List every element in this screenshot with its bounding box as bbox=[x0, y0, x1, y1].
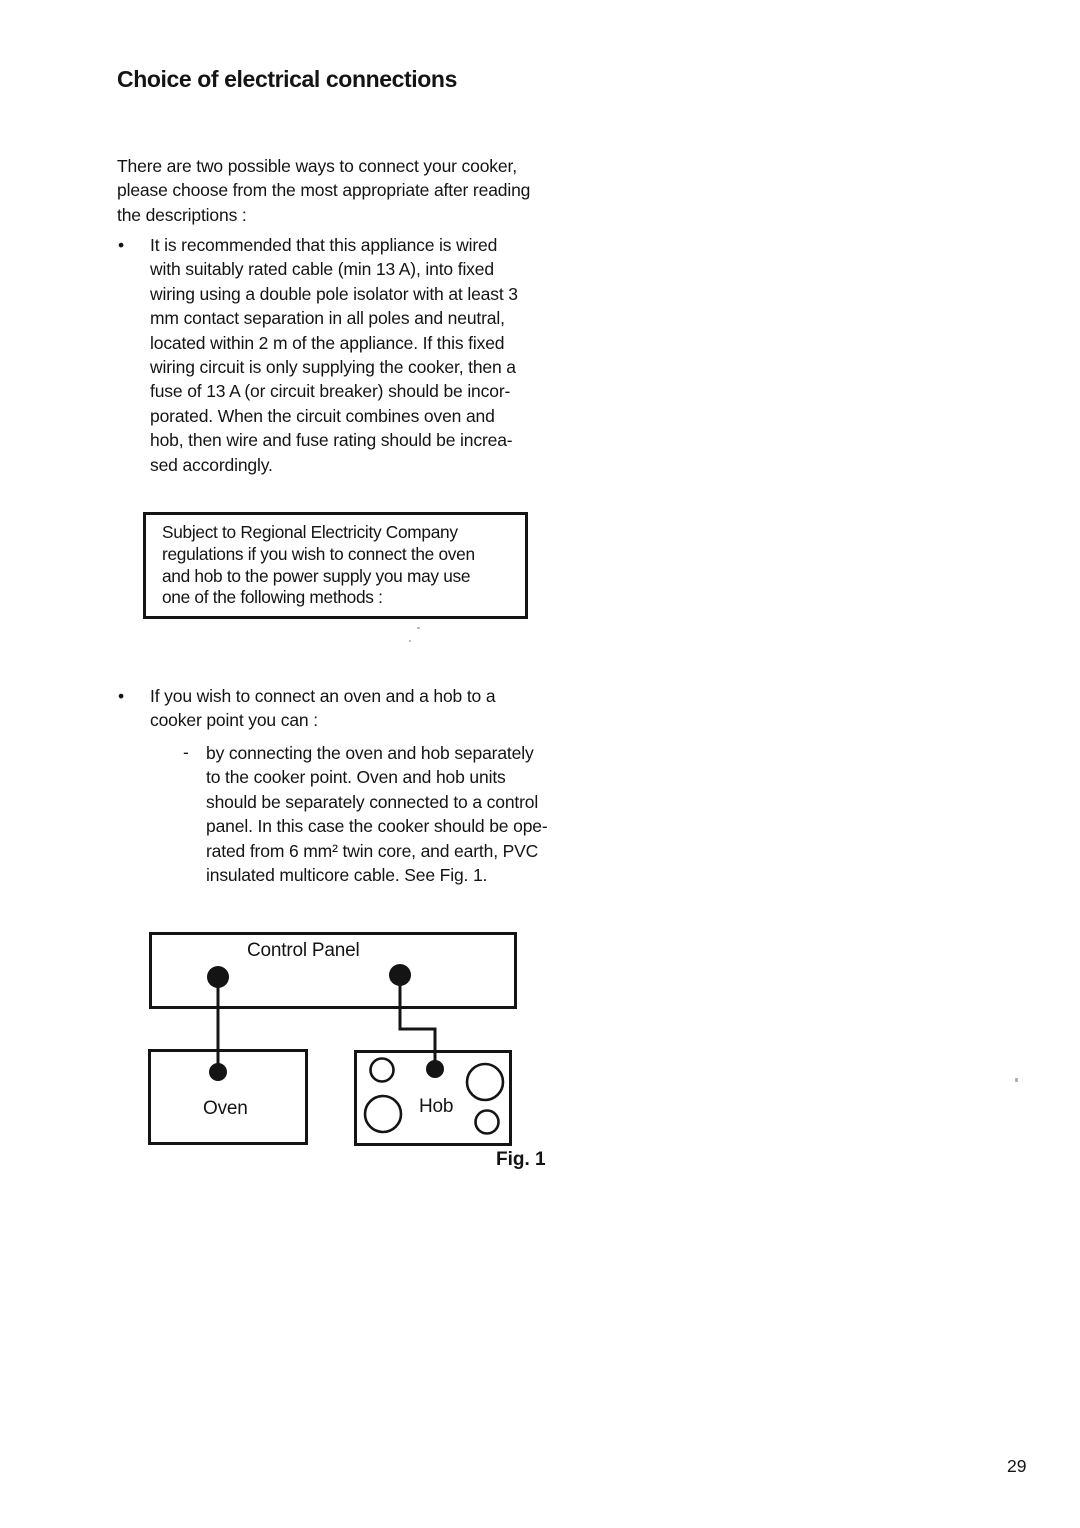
control-panel-terminal-dot bbox=[207, 966, 229, 988]
bullet-line: porated. When the circuit combines oven and bbox=[150, 405, 495, 426]
note-line: Subject to Regional Electricity Company bbox=[162, 522, 458, 542]
bullet-item-cooker-point bbox=[150, 684, 495, 733]
scan-speck bbox=[417, 627, 420, 629]
bullet-line: It is recommended that this appliance is wired bbox=[150, 235, 498, 255]
control-panel-label: Control Panel bbox=[247, 940, 360, 961]
hob-connector-line bbox=[400, 975, 435, 1069]
hob-terminal-dot bbox=[426, 1060, 444, 1078]
bullet-marker: • bbox=[118, 235, 124, 255]
burner-ring-small bbox=[371, 1059, 394, 1082]
bullet-line: If you wish to connect an oven and a hob to a bbox=[150, 686, 496, 706]
note-line: one of the following methods : bbox=[162, 587, 383, 608]
sub-item-line: panel. In this case the cooker should be ope- bbox=[206, 816, 548, 837]
bullet-line: mm contact separation in all poles and neutral, bbox=[150, 308, 505, 329]
bullet-line: wiring using a double pole isolator with at least 3 bbox=[150, 283, 518, 304]
note-line: regulations if you wish to connect the oven bbox=[162, 543, 475, 564]
page-number: 29 bbox=[1007, 1456, 1027, 1476]
sub-item-line: to the cooker point. Oven and hob units bbox=[206, 767, 506, 788]
bullet-line: located within 2 m of the appliance. If this fixed bbox=[150, 332, 505, 353]
intro-line: please choose from the most appropriate after reading bbox=[117, 180, 531, 201]
bullet-line: wiring circuit is only supplying the cooker, then a bbox=[150, 357, 516, 378]
connector-lines bbox=[140, 925, 570, 1185]
hob-label: Hob bbox=[419, 1096, 454, 1117]
bullet-line: sed accordingly. bbox=[150, 454, 273, 475]
control-panel-terminal-dot bbox=[389, 964, 411, 986]
bullet-line: fuse of 13 A (or circuit breaker) should be incor- bbox=[150, 381, 511, 402]
bullet-marker: • bbox=[118, 686, 124, 706]
figure-wiring-diagram bbox=[140, 925, 570, 1185]
bullet-line: cooker point you can : bbox=[150, 710, 318, 731]
sub-item-line: rated from 6 mm² twin core, and earth, PVC bbox=[206, 840, 539, 861]
page-title: Choice of electrical connections bbox=[117, 66, 457, 92]
sub-item-connect-separately bbox=[206, 741, 548, 887]
figure-caption: Fig. 1 bbox=[496, 1149, 546, 1170]
sub-item-line: should be separately connected to a control bbox=[206, 791, 539, 812]
note-box bbox=[143, 512, 528, 619]
sub-item-line: by connecting the oven and hob separately bbox=[206, 743, 534, 763]
note-line: and hob to the power supply you may use bbox=[162, 565, 471, 586]
bullet-line: hob, then wire and fuse rating should be increa- bbox=[150, 430, 513, 451]
burner-ring-small bbox=[476, 1111, 499, 1134]
sub-item-marker: - bbox=[183, 742, 189, 762]
burner-ring-large bbox=[365, 1096, 401, 1132]
sub-item-line: insulated multicore cable. See Fig. 1. bbox=[206, 865, 488, 886]
burner-ring-large bbox=[467, 1064, 503, 1100]
bullet-item-wiring bbox=[150, 233, 518, 477]
intro-paragraph bbox=[117, 154, 530, 227]
intro-line: There are two possible ways to connect your cooker, bbox=[117, 156, 517, 176]
bullet-line: with suitably rated cable (min 13 A), into fixed bbox=[150, 259, 494, 280]
oven-terminal-dot bbox=[209, 1063, 227, 1081]
scan-speck bbox=[409, 640, 411, 642]
scan-speck bbox=[1015, 1078, 1018, 1082]
intro-line: the descriptions : bbox=[117, 204, 247, 225]
oven-label: Oven bbox=[203, 1098, 248, 1119]
